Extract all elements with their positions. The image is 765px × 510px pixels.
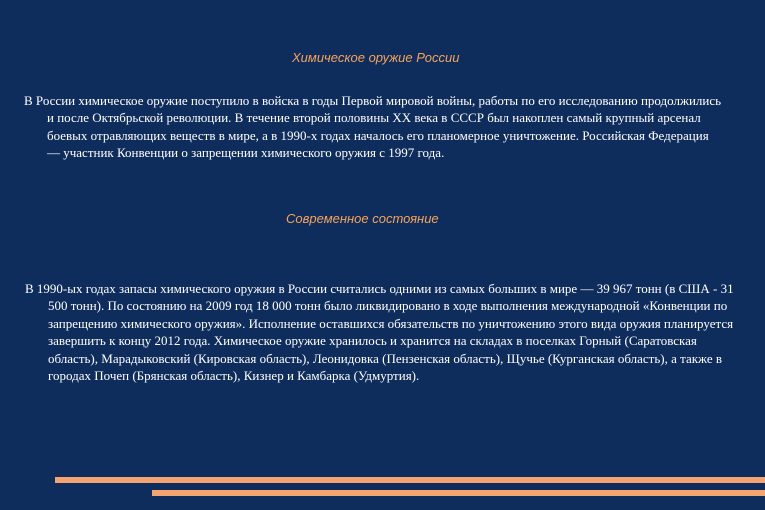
section-title-current-state: Современное состояние: [286, 211, 439, 226]
section-title-chemical-weapons: Химическое оружие России: [292, 50, 460, 65]
decorative-accent-bar-bottom: [152, 490, 765, 496]
decorative-accent-bar-top: [55, 477, 765, 483]
section-paragraph-current-state: В 1990-ых годах запасы химического оружия в России считались одними из самых больших в мире — 39 967 тонн (в США - 31 500 тонн). По состоянию на 2009 год 18 000 тонн было ликвидировано в ходе выполнения международной «Конвенции по запрещению химического оружия». Исполнение оставшихся обязательств по уничтожению этого вида оружия планируется завершить к концу 2012 года. Химическое оружие хранилось и хранится на складах в поселках Горный (Саратовская область), Марадыковский (Кировская область), Леонидовка (Пензенская область), Щучье (Курганская область), а также в городах Почеп (Брянская область), Кизнер и Камбарка (Удмуртия).: [25, 281, 734, 384]
section-paragraph-history: В России химическое оружие поступило в войска в годы Первой мировой войны, работы по его исследованию продолжились и после Октябрьской революции. В течение второй половины XX века в СССР был накоплен самый крупный арсенал боевых отравляющих веществ в мире, а в 1990-х годах началось его планомерное уничтожение. Российская Федерация — участник Конвенции о запрещении химического оружия с 1997 года.: [24, 93, 722, 161]
